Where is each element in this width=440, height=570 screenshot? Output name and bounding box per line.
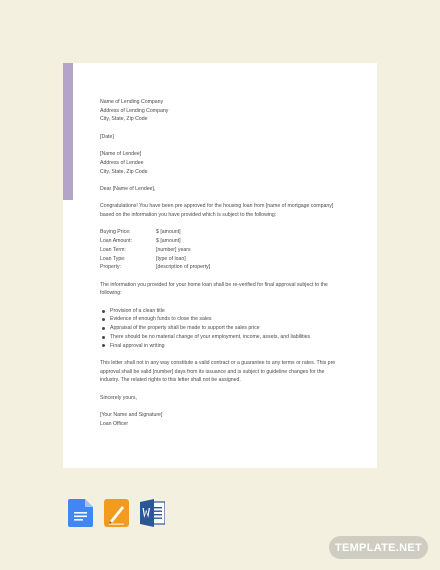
app-icons xyxy=(68,499,165,527)
recipient-line: [Name of Lendee] xyxy=(100,151,142,158)
letter-date: [Date] xyxy=(100,133,114,140)
list-item xyxy=(100,342,345,351)
closing: Sincerely yours, xyxy=(100,394,137,401)
conditions-list xyxy=(100,307,345,351)
intro-line: based on the information you have provided which is subject to the following: xyxy=(100,212,277,219)
bullet-icon xyxy=(102,327,105,330)
bullet-icon xyxy=(102,310,105,313)
detail-value: $ [amount] xyxy=(156,238,181,245)
condition-text: Final approval in writing xyxy=(110,342,165,349)
condition-text: Provision of a clean title xyxy=(110,307,165,314)
badge-label: TEMPLATE.NET xyxy=(334,541,423,554)
intro-line: Congratulations! You have been pre approved for the housing loan from [name of mortgage company] xyxy=(100,203,334,210)
signature-line: Loan Officer xyxy=(100,420,129,427)
recipient-line: City, State, Zip Code xyxy=(100,168,148,175)
letter-body xyxy=(100,98,345,429)
detail-value: [description of property] xyxy=(156,264,211,271)
detail-label: Loan Type: xyxy=(100,255,126,262)
word-icon[interactable] xyxy=(140,499,165,527)
recipient-block xyxy=(100,150,345,176)
signature-block xyxy=(100,411,345,428)
list-item xyxy=(100,333,345,342)
bullet-icon xyxy=(102,344,105,347)
signature-line: [Your Name and Signature] xyxy=(100,412,163,419)
disclaimer-line: This letter shall not in any way constitute a valid contract or a guarantee to any terms or rates. This pre xyxy=(100,359,336,366)
condition-text: Appraisal of the property shall be made to support the sales price xyxy=(110,325,260,332)
list-item xyxy=(100,324,345,333)
loan-details xyxy=(100,228,345,272)
bullet-icon xyxy=(102,318,105,321)
list-item xyxy=(100,307,345,316)
sender-line: City, State, Zip Code xyxy=(100,116,148,123)
recipient-line: Address of Lendee xyxy=(100,159,144,166)
google-docs-icon[interactable] xyxy=(68,499,93,527)
detail-label: Loan Term: xyxy=(100,246,126,253)
detail-value: $ [amount] xyxy=(156,229,181,236)
condition-text: Evidence of enough funds to close the sales xyxy=(110,316,212,323)
detail-value: [number] years xyxy=(156,246,191,253)
detail-label: Property: xyxy=(100,264,122,271)
intro-paragraph xyxy=(100,202,345,219)
disclaimer-line: approval shall be valid [number] days from its issuance and is subject to guideline changes for the xyxy=(100,368,325,375)
condition-text: There should be no material change of your employment, income, assets, and liabilities xyxy=(110,333,311,340)
verification-line: following: xyxy=(100,290,122,297)
sender-block xyxy=(100,98,345,124)
accent-bar xyxy=(63,63,73,200)
template-net-badge[interactable] xyxy=(329,536,428,559)
letter-page xyxy=(63,63,377,468)
salutation: Dear [Name of Lendee], xyxy=(100,185,156,192)
disclaimer-paragraph xyxy=(100,359,345,385)
sender-line: Name of Lending Company xyxy=(100,99,164,105)
verification-paragraph xyxy=(100,281,345,298)
verification-line: The information you provided for your home loan shall be re-verified for final approval subject to the xyxy=(100,281,328,288)
disclaimer-line: industry. The related rights to this letter shall not be assigned. xyxy=(100,377,241,384)
sender-line: Address of Lending Company xyxy=(100,107,169,114)
bullet-icon xyxy=(102,336,105,339)
detail-value: [type of loan] xyxy=(156,255,186,262)
detail-label: Buying Price: xyxy=(100,229,131,236)
detail-label: Loan Amount: xyxy=(100,238,133,245)
pages-icon[interactable] xyxy=(104,499,129,527)
list-item xyxy=(100,315,345,324)
